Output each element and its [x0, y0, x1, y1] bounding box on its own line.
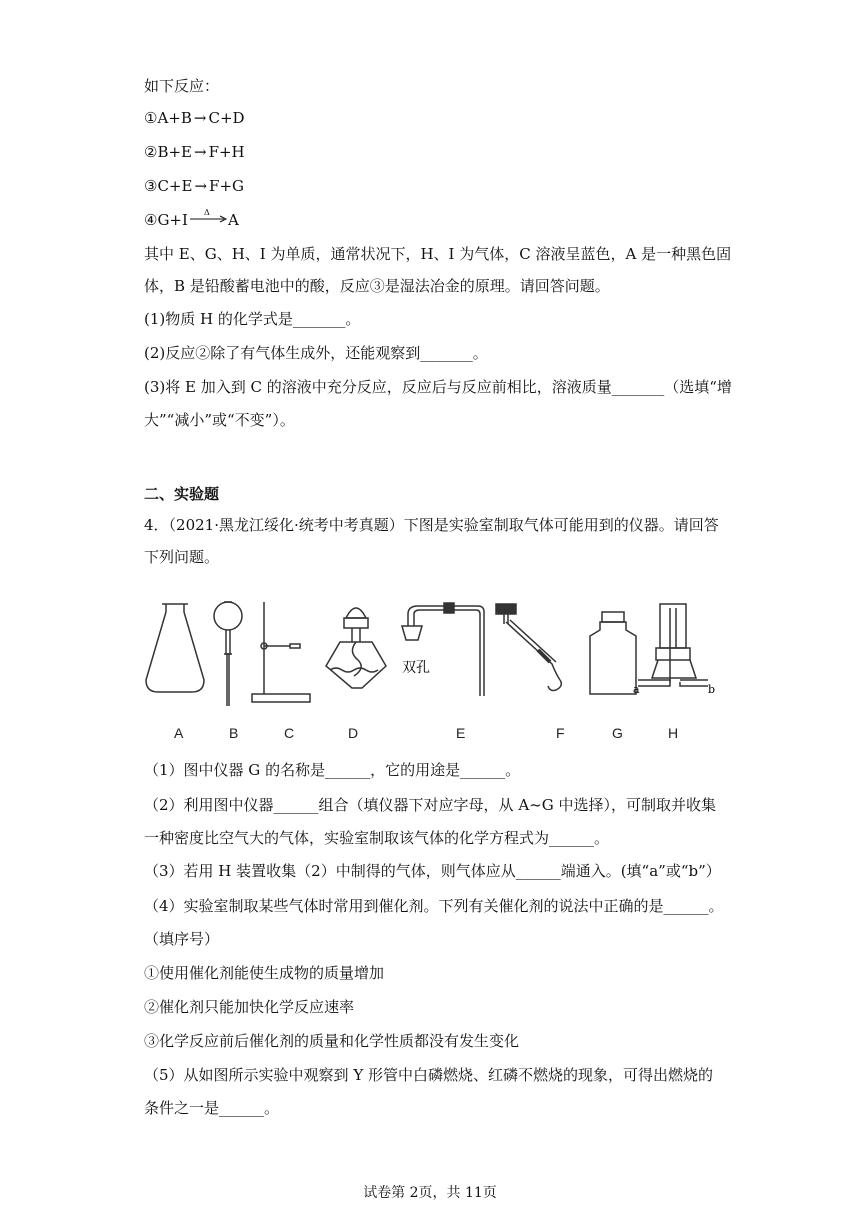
label-F: F — [556, 725, 565, 741]
question-3-part-3: (3)将 E 加入到 C 的溶液中充分反应，反应后与反应前相比，溶液质量_______（选填“增 — [144, 378, 732, 396]
question-3-part-1: (1)物质 H 的化学式是_______。 — [144, 310, 361, 328]
reaction-number: ① — [144, 109, 158, 127]
apparatus-figure — [140, 594, 720, 748]
label-A: A — [174, 725, 184, 741]
port-a-label: a — [633, 683, 640, 696]
page-footer: 试卷第 2页，共 11页 — [363, 1185, 497, 1201]
reaction-products: F+H — [208, 143, 245, 161]
question-4-part-4-hint: （填序号） — [144, 930, 220, 948]
question-4-part-2: （2）利用图中仪器______组合（填仪器下对应字母，从 A~G 中选择），可制取并收集 — [144, 796, 716, 814]
reaction-reactants: B+E — [157, 143, 192, 161]
reaction-number: ④ — [144, 211, 158, 229]
label-G: G — [612, 725, 623, 741]
label-C: C — [284, 725, 295, 741]
reaction-reactants: C+E — [157, 177, 193, 195]
reaction-number: ② — [144, 143, 158, 161]
arrow-icon: → — [193, 109, 207, 127]
label-H: H — [668, 725, 679, 741]
question-4-part-5-cont: 条件之一是______。 — [144, 1099, 280, 1117]
option-1: ①使用催化剂能使生成物的质量增加 — [144, 964, 385, 982]
reaction-number: ③ — [144, 177, 158, 195]
intro-text: 如下反应： — [144, 77, 220, 95]
reaction-3 — [144, 176, 244, 196]
question-4-part-1: （1）图中仪器 G 的名称是______，它的用途是______。 — [144, 761, 521, 779]
question-4-part-2-cont: 一种密度比空气大的气体，实验室制取该气体的化学方程式为______。 — [144, 829, 610, 847]
funnel-icon — [214, 602, 242, 706]
port-b-label: b — [708, 683, 716, 696]
heating-condition: Δ — [203, 208, 210, 217]
question-3-part-2: (2)反应②除了有气体生成外，还能观察到_______。 — [144, 344, 488, 362]
info-line-1: 其中 E、G、H、I 为单质，通常状况下，H、I 为气体，C 溶液呈蓝色，A 是一种黑色固 — [144, 245, 732, 263]
question-3-part-3-cont: 大”“减小”或“不变”）。 — [144, 411, 295, 429]
delivery-tube-icon — [496, 604, 561, 691]
label-D: D — [348, 725, 359, 741]
reaction-4 — [144, 210, 239, 230]
rubber-stopper-tube-icon — [402, 603, 484, 696]
arrow-icon: → — [194, 143, 207, 161]
double-hole-label: 双孔 — [402, 660, 430, 676]
reaction-products: A — [227, 211, 239, 229]
arrow-icon: → — [194, 177, 208, 195]
reaction-products: C+D — [208, 109, 245, 127]
label-E: E — [456, 725, 466, 741]
reaction-1 — [144, 108, 245, 128]
apparatus-drawing — [140, 594, 720, 744]
gas-jar-icon — [590, 612, 636, 694]
iron-stand-icon — [252, 602, 310, 702]
info-line-2: 体，B 是铅酸蓄电池中的酸，反应③是湿法冶金的原理。请回答问题。 — [144, 277, 610, 295]
reaction-2 — [144, 142, 245, 162]
reaction-products: F+G — [209, 177, 244, 195]
reaction-reactants: G+I — [157, 211, 188, 229]
question-4-part-4: （4）实验室制取某些气体时常用到催化剂。下列有关催化剂的说法中正确的是______。 — [144, 897, 724, 915]
question-4-intro-1: 4．（2021·黑龙江绥化·统考中考真题）下图是实验室制取气体可能用到的仪器。请回答 — [144, 516, 719, 534]
label-B: B — [229, 725, 239, 741]
conical-flask-icon — [146, 604, 204, 692]
reaction-reactants: A+B — [157, 109, 192, 127]
alcohol-burner-icon — [326, 608, 386, 688]
option-3: ③化学反应前后催化剂的质量和化学性质都没有发生变化 — [144, 1032, 520, 1050]
collection-bottle-icon — [638, 604, 708, 686]
question-4-intro-2: 下列问题。 — [144, 548, 220, 566]
section-title: 二、实验题 — [144, 485, 220, 503]
option-2: ②催化剂只能加快化学反应速率 — [144, 998, 355, 1016]
heat-arrow-icon — [188, 208, 228, 226]
question-4-part-3: （3）若用 H 装置收集（2）中制得的气体，则气体应从______端通入。(填“a”或“b”） — [144, 862, 721, 880]
question-4-part-5: （5）从如图所示实验中观察到 Y 形管中白磷燃烧、红磷不燃烧的现象，可得出燃烧的 — [144, 1066, 713, 1084]
